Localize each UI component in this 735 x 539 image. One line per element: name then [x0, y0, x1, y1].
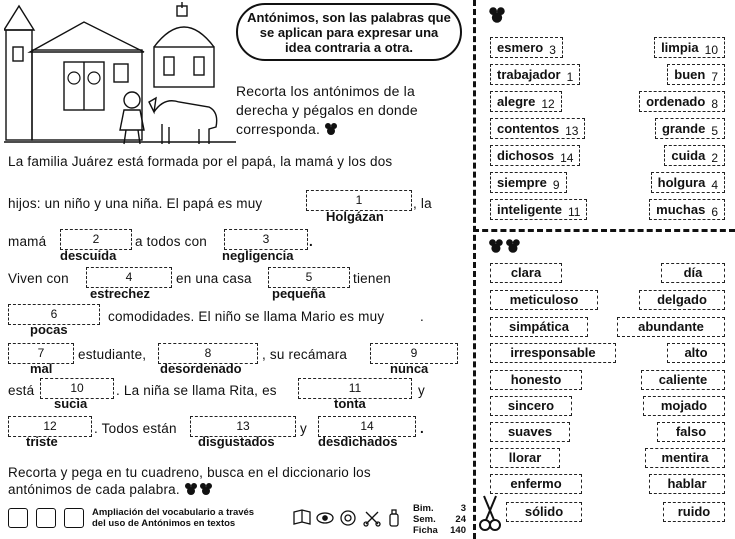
paragraph-text: en una casa [176, 271, 252, 286]
blank-word: negligencia [222, 248, 294, 263]
cut-card[interactable]: irresponsable [490, 343, 616, 363]
paragraph-text: . [420, 421, 424, 436]
blank-6[interactable]: 6 [8, 304, 100, 325]
ficha-label: Ficha [413, 525, 438, 536]
cut-card[interactable]: sincero [490, 396, 572, 416]
blank-word: mal [30, 361, 53, 376]
paragraph-text: y [418, 383, 425, 398]
paragraph-text: Viven con [8, 271, 69, 286]
blank-word: descuida [60, 248, 117, 263]
mouse-icon [488, 238, 522, 254]
activity-icon [8, 508, 28, 528]
blank-10[interactable]: 10 [40, 378, 114, 399]
paragraph-text: a todos con [135, 234, 208, 249]
blank-word: nunca [390, 361, 429, 376]
blank-1[interactable]: 1 [306, 190, 412, 211]
paragraph-text: estudiante, [78, 347, 147, 362]
blank-14[interactable]: 14 [318, 416, 416, 437]
footer-meta [413, 503, 438, 536]
cut-card[interactable]: inteligente $_{11}$ [490, 199, 587, 220]
paragraph-text: . [309, 234, 313, 249]
cut-card[interactable]: suaves [490, 422, 570, 442]
paragraph-text: . La niña se llama Rita, es [116, 383, 277, 398]
instruction-line: Recorta y pega en tu cuadreno, busca en el diccionario los [8, 465, 371, 480]
illustration [4, 2, 236, 152]
cut-card[interactable]: trabajador $_1$ [490, 64, 580, 85]
footer-title-line: del uso de Antónimos en textos [92, 518, 236, 529]
blank-word: tonta [334, 396, 366, 411]
cut-card[interactable]: meticuloso [490, 290, 598, 310]
sem-label: Sem. [413, 514, 436, 525]
cut-card[interactable]: muchas $_6$ [649, 199, 725, 220]
blank-11[interactable]: 11 [298, 378, 412, 399]
cut-card[interactable]: día [661, 263, 725, 283]
mouse-icon [184, 482, 214, 496]
mouse-icon [488, 6, 506, 24]
blank-word: pequeña [272, 286, 326, 301]
blank-2[interactable]: 2 [60, 229, 132, 250]
cut-card[interactable]: honesto [490, 370, 582, 390]
cut-line-horizontal [473, 229, 735, 232]
instruction-1 [236, 82, 418, 139]
instruction-line: corresponda. [236, 120, 418, 139]
paragraph-text: hijos: un niño y una niña. El papá es muy [8, 196, 263, 211]
blank-word: desordenado [160, 361, 242, 376]
cut-card[interactable]: contentos $_{13}$ [490, 118, 585, 139]
cut-card[interactable]: mojado [643, 396, 725, 416]
instruction-2 [8, 464, 371, 498]
cut-card[interactable]: limpia $_{10}$ [654, 37, 725, 58]
paragraph-text: está [8, 383, 35, 398]
paragraph-text: comodidades. El niño se llama Mario es muy [108, 309, 385, 324]
cut-card[interactable]: ruido [663, 502, 725, 522]
blank-word: pocas [30, 322, 68, 337]
cut-card[interactable]: holgura $_4$ [651, 172, 725, 193]
cut-card[interactable]: simpática [490, 317, 588, 337]
cut-card[interactable]: falso [657, 422, 725, 442]
cut-card[interactable]: llorar [490, 448, 560, 468]
bim-value: 3 [460, 503, 466, 514]
instruction-line: Recorta los antónimos de la [236, 83, 415, 99]
paragraph-text: tienen [353, 271, 391, 286]
blank-9[interactable]: 9 [370, 343, 458, 364]
footer-title-line: Ampliación del vocabulario a través [92, 507, 255, 518]
blank-word: estrechez [90, 286, 150, 301]
paragraph-text: . Todos están [94, 421, 177, 436]
blank-12[interactable]: 12 [8, 416, 92, 437]
cut-card[interactable]: enfermo [490, 474, 582, 494]
cut-card[interactable]: hablar [649, 474, 725, 494]
cut-card[interactable]: dichosos $_{14}$ [490, 145, 580, 166]
bim-label: Bim. [413, 503, 434, 514]
mouse-icon [324, 122, 338, 136]
blank-word: disgustados [198, 434, 275, 449]
paragraph-text: , su recámara [262, 347, 348, 362]
cut-card[interactable]: esmero $_3$ [490, 37, 563, 58]
cut-card[interactable]: alegre $_{12}$ [490, 91, 562, 112]
scissors-icon [478, 494, 502, 534]
paragraph-text: . [420, 309, 424, 324]
cut-card[interactable]: buen $_7$ [667, 64, 725, 85]
cut-card[interactable]: delgado [639, 290, 725, 310]
blank-word: triste [26, 434, 58, 449]
cut-card[interactable]: abundante [617, 317, 725, 337]
cut-card[interactable]: mentira [645, 448, 725, 468]
blank-8[interactable]: 8 [158, 343, 258, 364]
blank-word: Holgázan [326, 209, 384, 224]
tools-icons [292, 508, 412, 528]
blank-13[interactable]: 13 [190, 416, 296, 437]
paragraph-text: y [300, 421, 307, 436]
instruction-line: derecha y pégalos en donde [236, 102, 418, 118]
instruction-line: antónimos de cada palabra. [8, 481, 371, 498]
blank-7[interactable]: 7 [8, 343, 74, 364]
paragraph-text: , la [413, 196, 432, 211]
cut-card[interactable]: sólido [506, 502, 582, 522]
footer-title [92, 507, 254, 529]
paragraph-text: mamá [8, 234, 47, 249]
sem-value: 24 [455, 514, 466, 525]
person-icon [64, 508, 84, 528]
cut-card[interactable]: clara [490, 263, 562, 283]
cut-card[interactable]: caliente [641, 370, 725, 390]
blank-4[interactable]: 4 [86, 267, 172, 288]
hands-icon [36, 508, 56, 528]
cut-line-vertical [473, 0, 476, 539]
cut-card[interactable]: cuida $_2$ [664, 145, 725, 166]
speech-bubble: Antónimos, son las palabras que se aplican para expresar una idea contraria a otra. [236, 3, 462, 61]
cut-card[interactable]: grande $_5$ [655, 118, 725, 139]
ficha-value: 140 [450, 525, 466, 536]
paragraph-line: La familia Juárez está formada por el papá, la mamá y los dos [8, 154, 393, 169]
blank-word: desdichados [318, 434, 398, 449]
cut-card[interactable]: ordenado $_8$ [639, 91, 725, 112]
cut-card[interactable]: alto [667, 343, 725, 363]
blank-3[interactable]: 3 [224, 229, 308, 250]
cut-card[interactable]: siempre $_9$ [490, 172, 567, 193]
footer-meta-values [446, 503, 466, 536]
blank-word: sucia [54, 396, 88, 411]
blank-5[interactable]: 5 [268, 267, 350, 288]
